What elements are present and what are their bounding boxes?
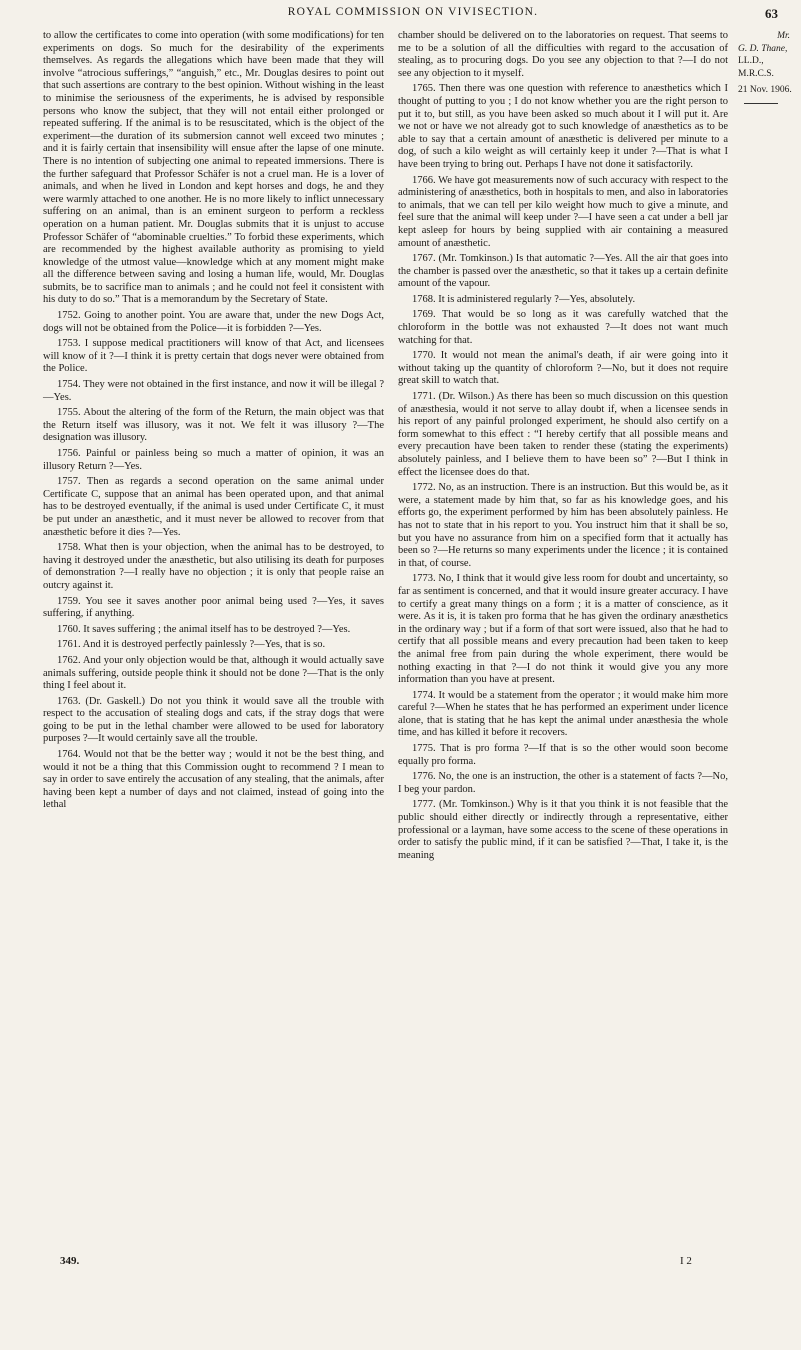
paragraph: 1769. That would be so long as it was carefully watched that the chloroform in the bottle was not exhausted ?—It does not want much watching for that. <box>398 309 728 346</box>
paragraph: 1774. It would be a statement from the operator ; it would make him more careful ?—When he states that he has performed an experiment under licence alone, that is stating that he has kept the animal under anæsthesia the whole time, and has killed it before it recovers. <box>398 689 728 739</box>
paragraph: 1752. Going to another point. You are aware that, under the new Dogs Act, dogs will not be obtained from the Police—it is forbidden ?—Yes. <box>43 310 384 334</box>
paragraph: 1759. You see it saves another poor animal being used ?—Yes, it saves suffering, if anything. <box>43 595 384 620</box>
paragraph: 1768. It is administered regularly ?—Yes, absolutely. <box>412 293 636 305</box>
paragraph: 1760. It saves suffering ; the animal itself has to be destroyed ?—Yes. <box>57 623 351 635</box>
paragraph: 1761. And it is destroyed perfectly painlessly ?—Yes, that is so. <box>57 639 326 651</box>
margin-rule <box>744 103 778 104</box>
paragraph: 1777. (Mr. Tomkinson.) Why is it that you think it is not feasible that the public should either directly or indirectly through a representative, either professional or a layman, have some access to the scene of these operations in order to satisfy the public mind, if it can be satisfied ?—That, I take it, is the meaning <box>398 799 728 861</box>
paragraph: 1755. About the altering of the form of the Return, the main object was that the Return itself was illusory, was it not. We felt it was illusory ?—The designation was illusory. <box>43 407 384 444</box>
paragraph: 1757. Then as regards a second operation on the same animal under Certificate C, suppose that an animal has been operated upon, and that animal has to be destroyed eventually, if the animal is used under Certificate C, it must be put under an anæsthetic, and it must never be allowed to recover from that anæsthetic before it dies ?—Yes. <box>43 476 384 538</box>
paragraph: 1767. (Mr. Tomkinson.) Is that automatic ?—Yes. All the air that goes into the chamber is passed over the anæsthetic, so that it takes up a certain definite amount of the vapour. <box>398 253 728 290</box>
paragraph: 1773. No, I think that it would give less room for doubt and uncertainty, so far as sentiment is concerned, and that it would insure greater accuracy. I have to certify a great many things on a form ; it is a matter of conscience, as it were. As it is, it is taken pro forma that he has given the ordinary anæsthetics in the ordinary way ; but if a form of that sort were issued, also that he had to certify that all possible means and every precaution had been taken to keep the animal free from pain during the whole experiment, there would be nothing exacting in that ?—I do not think it would give you any more information than you have at present. <box>398 573 728 686</box>
paragraph: 1766. We have got measurements now of such accuracy with respect to the administering of anæsthetics, both in hospitals to men, and also in laboratories to animals, that we can tell per kilo weight how much to give a minute, and feel sure that the animal will keep under ?—I have seen a cat under a bell jar kept asleep for hours by being supplied with air containing a measured amount of anæsthetic. <box>398 174 728 249</box>
right-column <box>398 30 728 865</box>
margin-line: LL.D., <box>738 56 764 66</box>
paragraph: 1764. Would not that be the better way ; would it not be the best thing, and would it not be a thing that this Commission ought to recommend ? I mean to say in order to save entirely the accusation of any stealing, that the animals, after having been kept a number of days and not claimed, instead of going into the lethal <box>43 749 384 811</box>
margin-line: Mr. <box>777 31 790 41</box>
margin-line: M.R.C.S. <box>738 68 774 79</box>
paragraph: 1762. And your only objection would be that, although it would actually save animals suffering, outside people think it should not be done ?—That is the only thing I feel about it. <box>43 654 384 692</box>
signature-mark: 349. <box>60 1255 80 1267</box>
paragraph: 1756. Painful or painless being so much a matter of opinion, it was an illusory Return ?—Yes. <box>43 448 384 472</box>
paragraph: chamber should be delivered on to the laboratories on request. That seems to me to be a solution of all the difficulties with regard to the accusation of stealing, as to procuring dogs. Do you see any objection to that ?—I do not see any objection to it myself. <box>398 30 728 79</box>
paragraph: 1775. That is pro forma ?—If that is so the other would soon become equally pro forma. <box>398 743 728 767</box>
paragraph: 1772. No, as an instruction. There is an instruction. But this would be, as it were, a statement made by him that, so far as his knowledge goes, and his efforts go, the experiment performed by him has been absolutely painless. He has not to state that in his report to you. You instruct him that it shall be so, but you have no assurance from him on a specified form that it actually has been so ?—He returns so many experiments under the licence ; it is contained in that, of course. <box>398 482 728 569</box>
paragraph: 1771. (Dr. Wilson.) As there has been so much discussion on this question of anæsthesia, would it not serve to allay doubt if, when a licensee sends in his report of any painful prolonged experiment, he should also certify on a form somewhat to this effect : “I hereby certify that all possible means and every precaution have been taken to render these (stating the experiments) absolutely painless, and I believe them to have been so” ?—But I think in effect the licensee does do that. <box>398 391 728 478</box>
signature-mark: I 2 <box>680 1255 692 1267</box>
paragraph: 1770. It would not mean the animal's death, if air were going into it without taking up the quantity of chloroform ?—No, but it does not require great skill to watch that. <box>398 350 728 387</box>
witness-margin-note <box>738 30 796 104</box>
running-title: ROYAL COMMISSION ON VIVISECTION. <box>287 6 539 18</box>
page-header <box>48 6 778 22</box>
margin-line: G. D. Thane, <box>738 43 788 54</box>
paragraph: to allow the certificates to come into operation (with some modifications) for ten experiments on dogs. So much for the desirability of the experiments themselves. As regards the allegations which have been made that they will involve “atrocious sufferings,” “anguish,” etc., Mr. Douglas desires to point out that such assertions are contrary to the best opinion. Without wishing in the least to minimise the seriousness of the experiments, he is advised by responsible persons who know the subject, that they will not entail either prolonged or repeated suffering. If the animal is to be resuscitated, which is the object of the experiment—the duration of its submersion cannot well exceed two minutes ; and it is fairly certain that insensibility will ensue after the lapse of one minute. There is no intention of subjecting one animal to repeated immersions. There is the further safeguard that Professor Schäfer is not a cruel man. He is a lover of animals, and when he lived in London and kept horses and dogs, he and they were warmly attached to one another. He is no more likely to inflict unnecessary suffering on an animal, than is an eminent surgeon to perform a reckless operation on a human patient. Mr. Douglas submits that it is unjust to accuse Professor Schäfer of “abominable cruelties.” To forbid these experiments, which are recommended by the highest available authority as promising to yield knowledge of the utmost value—knowledge which at any moment might make all the difference between saving and losing a human life, would, Mr. Douglas submits, be to sacrifice man to animals ; and he could not feel it consistent with his duty to do so.” That is a memorandum by the Secretary of State. <box>43 30 384 306</box>
paragraph: 1776. No, the one is an instruction, the other is a statement of facts ?—No, I beg your pardon. <box>398 771 728 795</box>
paragraph: 1754. They were not obtained in the first instance, and now it will be illegal ?—Yes. <box>43 379 384 403</box>
paragraph: 1763. (Dr. Gaskell.) Do not you think it would save all the trouble with respect to the accusation of stealing dogs and cats, if the stray dogs that were going to be put in the lethal chamber were allowed to be used for laboratory purposes ?—It would certainly save all the trouble. <box>43 695 384 745</box>
paragraph: 1758. What then is your objection, when the animal has to be destroyed, to having it destroyed under the anæsthetic, but also utilising its death for purposes of demonstration ?—I really have no objection ; it is only that people raise an outcry against it. <box>43 542 384 591</box>
paragraph: 1765. Then there was one question with reference to anæsthetics which I thought of putting to you ; I do not know whether you are the right person to put it to, but still, as you have been asked so much about it I will put it. Are we not or have we not already got to such knowledge of anæsthetics as to be able to say that a certain amount of anæsthetic is delivered per minute to a dog, of such a kilo weight as will certainly keep it under ?—That is what I have been trying to bring out. Perhaps I have not done it satisfactorily. <box>398 83 728 170</box>
left-column <box>43 30 384 815</box>
margin-date: 21 Nov. 1906. <box>738 85 792 95</box>
paragraph: 1753. I suppose medical practitioners will know of that Act, and licensees will know of it ?—I think it is pretty certain that dogs never were obtained from the Police. <box>43 338 384 375</box>
page-number: 63 <box>765 6 778 21</box>
